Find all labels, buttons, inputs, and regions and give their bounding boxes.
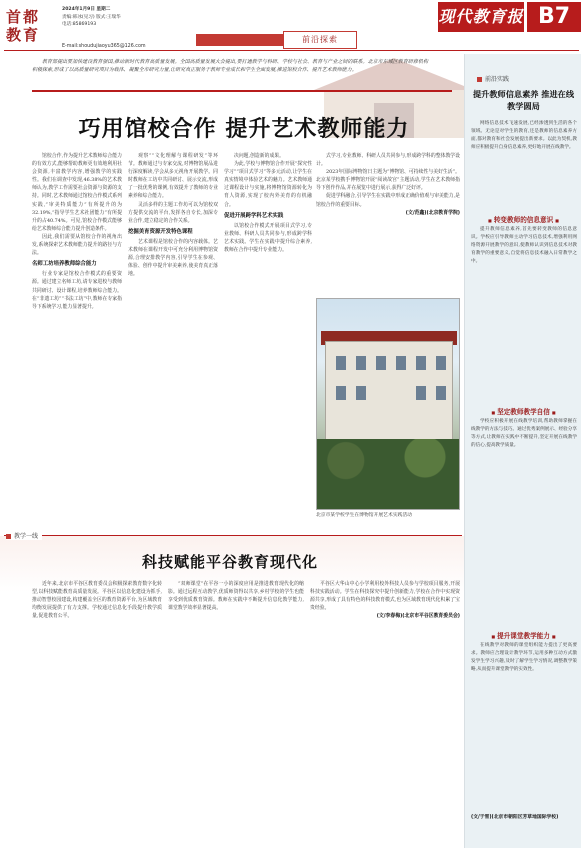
date-line: 2024年1月9日 星期二 (62, 7, 111, 12)
right-section-title: ■ 提升课堂教学能力 ■ (469, 630, 578, 640)
lower-article-title: 科技赋能平谷教育现代化 (141, 553, 318, 571)
lower-kicker: 教学一线 (6, 531, 42, 540)
paragraph: 灵活多样的主题工作坊可以为馆校双方提供交流的平台,发挥各自专长,加深专业合作,建立稳定的合作关系。 (128, 201, 218, 224)
subheading: 促进开展跨学科艺术实践 (224, 212, 284, 219)
main-article-column-2 (128, 152, 218, 530)
subheading: 名师工坊培养教师综合能力 (32, 261, 97, 268)
main-article-column-4 (316, 152, 460, 296)
right-intro: 网络信息技术飞速发展,已经渗透到生活的各个领域。无论是对学生的教育,还是教师的信息素养方面,都对教育和社会发展提出新要求。以此为契机,教师应积极提升自身信息素养,更好地开展在线教学。 (471, 121, 577, 150)
lower-column-3 (310, 580, 460, 842)
paragraph: 以馆校合作模式开展项目式学习,专业教师、科研人员共同参与,形成跨学科艺术实践。学生在实践中提升综合素养,教师在合作中提升专业能力。 (224, 222, 312, 254)
lower-rule (4, 535, 462, 536)
page-header (0, 0, 583, 58)
paragraph: “双师课堂”在平谷一小的深度应用是推进教育现代化的缩影。通过远程互动教学,优质师资得以共享,乡村学校的学生也能享受到优质教育资源。教师在实践中不断提升信息化教学能力,课堂教学效率显著提高。 (168, 581, 304, 612)
right-section-text: 学校应积极开展在线教学培训,帮助教师掌握在线教学的方法与技巧。通过优秀案例展示、经验分享等方式,让教师在实践中不断提升,坚定开展在线教学的信心,提高教学质量。 (471, 419, 577, 448)
right-section-text: 提升教师信息素养,首先要转变教师的信息意识。学校应引导教师主动学习信息技术,增强利用网络资源开展教学的意识,使教师认识到信息技术对教育教学的重要意义,自觉将信息技术融入日常教学之中。 (471, 227, 577, 264)
paragraph: 因此,我们需要从馆校合作的视角出发,系统探索艺术教师能力提升的路径与方法。 (32, 233, 122, 257)
main-article-column-1 (32, 152, 122, 530)
article-photo (316, 298, 460, 510)
paragraph: 2023年国际博物馆日主题为“博物馆、可持续性与美好生活”。北京某学校携手博物馆开展“阅读故宫”主题活动,学生在艺术教师指导下创作作品,并在展览中进行展示,获得广泛好评。 (316, 169, 460, 192)
paragraph: 近年来,北京市平谷区教育委员会积极探索教育数字化转型,以科技赋能教育高质量发展。平谷区以信息化建设为抓手,推动智慧校园建设,构建覆盖全区的教育资源平台,为区域教育均衡发展提供了有力支撑。学校通过信息化手段提升教学质量,促进教育公平。 (32, 581, 162, 620)
page-number: B7 (527, 2, 581, 32)
right-section-title: ■ 转变教师的信息意识 ■ (469, 214, 578, 224)
paragraph: 决问题,创造新的成果。 (234, 153, 284, 159)
section-name: 首都教育 (6, 8, 41, 44)
paragraph: 式学习,专业教师、科研人员共同参与,形成跨学科的整体教学设计。 (316, 153, 460, 168)
lower-signature: (文/李春梅)(北京市平谷区教育委员会) (376, 613, 460, 620)
paragraph: 观察”“文化理解与课程研发”等环节。教师通过与专家交流,对博物馆展品进行深度解读,学会从多元视角开展教学。同时教师在工坊中共同研讨、展示交流,形成了一批优秀的课例,有效提升了教师的专业素养和综合能力。 (128, 153, 218, 200)
right-column (464, 54, 581, 848)
phone-line: 电话:85869193 (62, 22, 97, 28)
editor-line: 责编:韩冰(见习) 版式:王瑞华 (62, 14, 121, 20)
header-rule (4, 50, 579, 51)
subheading: 挖掘美育资源开发特色课程 (128, 228, 193, 235)
main-article-title: 巧用馆校合作 提升艺术教师能力 (78, 117, 410, 142)
right-kicker: 前沿实践 (477, 74, 509, 83)
photo-caption: 北京市某学校学生在博物馆开展艺术实践活动 (316, 513, 412, 518)
lower-column-2 (168, 580, 304, 842)
paragraph: 艺术课程是馆校合作的内容载体。艺术教师在课程开发中可充分利用博物馆资源,合理安排教学内容,引导学生在参观、体验、创作中提升审美素养,使美育真正落地。 (128, 238, 218, 278)
paragraph: 促进学科融合,引导学生在实践中形成正确价值观与审美能力,是馆校合作的重要目标。 (316, 193, 460, 208)
right-signature: (文/于雪)(北京市朝阳区芳草地国际学校) (471, 815, 559, 820)
main-article-column-3 (224, 152, 312, 530)
paragraph: 平谷区大华山中心小学利用校外科技人员参与学校项目服务,开展科技实践活动。学生在科技探究中提升创新能力,学校在合作中实现资源共享,形成了具有特色的科技教育模式,也为区域教育现代化积累了宝贵经验。 (310, 581, 460, 612)
column-tag: 前沿探索 (283, 31, 357, 49)
right-section-text: 在线教学对教师的课堂组织能力提出了更高要求。教师应合理设计教学环节,运用多种互动方式激发学生学习兴趣,及时了解学生学习情况,调整教学策略,从而提升课堂教学的实效性。 (471, 643, 577, 672)
paragraph: 馆校合作,作为提升艺术教师综合能力的有效方式,能够帮助教师更有效地利用社会资源,丰富教学内容,增强教学的实践性。我们在调查中发现,46.38%的艺术教师认为,教学工作需要社会资源与资源的支持。同时,艺术教师通过馆校合作模式系列实践,“审美特质能力”有所提升的为32.19%,“指导学生艺术社团能力”有所提升的占40.74%。可见,馆校合作模式能够给艺术教师综合能力提升创造条件。 (32, 153, 122, 232)
paragraph: 为此,学校与博物馆合作开展“探究性学习”“项目式学习”等多元活动,让学生在真实情境中体验艺术的魅力。艺术教师通过课程设计与实施,将博物馆资源转化为育人资源,实现了校内外美育的有机融合。 (224, 161, 312, 208)
title-rule (32, 90, 452, 92)
email-line: E-mail:shoudujiaoyu365@126.com (62, 44, 146, 49)
intro-paragraph: 教育部提出要加快建设教育强国,推动新时代教育高质量发展。全国高质量发展大会提出,要打通教学与科研、学校与社会、教育与产业之间的联系。北京市东城区教育研修机构积极探索,形成了以高质量研究项目为载体、凝聚全市研究力量,让研究真正服务于教师专业成长和学生全面发展,推进馆校合作、提升艺术教师能力。 (32, 59, 428, 74)
paragraph: 行业专家是馆校合作模式的重要资源。通过建立名师工坊,请专家进校与教师共同研讨、设计课程,培养教师综合能力。在“非遗工坊”“书法工坊”中,教师在专家指导下系统学习,能力显著提升。 (32, 271, 122, 310)
header-meta (62, 6, 192, 49)
newspaper-logo: 现代教育报 (438, 2, 524, 32)
author-signature: (文/范鑫)(北京教育学院) (405, 209, 460, 216)
right-article-title: 提升教师信息素养 推进在线教学圆局 (472, 89, 575, 111)
right-section-title: ■ 坚定教师教学自信 ■ (469, 406, 578, 416)
lower-column-1 (32, 580, 162, 842)
